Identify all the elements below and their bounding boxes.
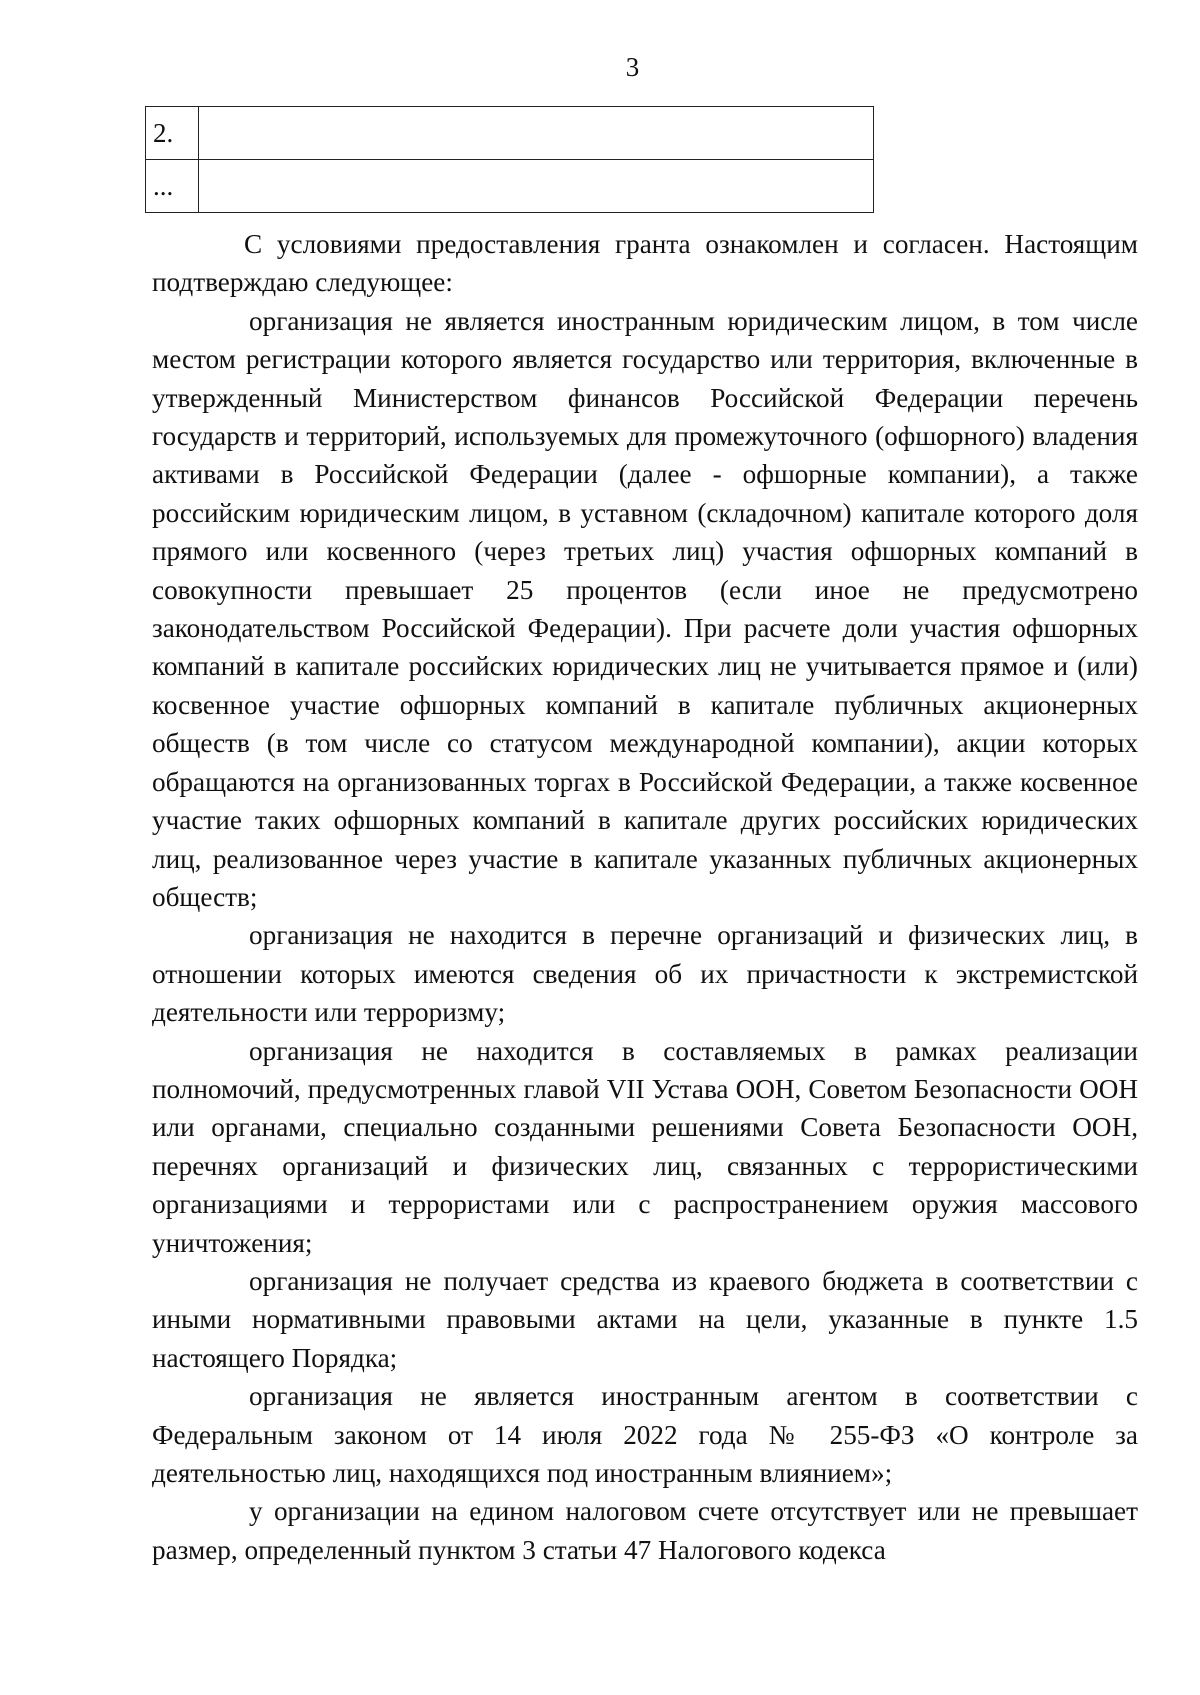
paragraph-budget: организация не получает средства из краевого бюджета в соответствии с иными нормативными правовыми актами на цели, указанные в пункте 1.5 настоящего Порядка;: [152, 1265, 1138, 1373]
paragraph-offshore: организация не является иностранным юридическим лицом, в том числе местом регистрации которого является государство или территория, включенные в утвержденный Министерством финансов Российской Федерации перечень государств и территорий, используемых для промежуточного (офшорного) владения активами в Российской Федерации (далее - офшорные компании), а также российским юридическим лицом, в уставном (складочном) капитале которого доля прямого или косвенного (через третьих лиц) участия офшорных компаний в совокупности превышает 25 процентов (если иное не предусмотрено законодательством Российской Федерации). При расчете доли участия офшорных компаний в капитале российских юридических лиц не учитывается прямое и (или) косвенное участие офшорных компаний в капитале публичных акционерных обществ (в том числе со статусом международной компании), акции которых обращаются на организованных торгах в Российской Федерации, а также косвенное участие таких офшорных компаний в капитале других российских юридических лиц, реализованное через участие в капитале указанных публичных акционерных обществ;: [152, 305, 1138, 912]
paragraph-tax-account: у организации на едином налоговом счете отсутствует или не превышает размер, определенный пунктом 3 статьи 47 Налогового кодекса: [152, 1496, 1138, 1565]
table-cell-content: [199, 107, 874, 160]
paragraph-extremism: организация не находится в перечне организаций и физических лиц, в отношении которых имеются сведения об их причастности к экстремистской деятельности или терроризму;: [152, 920, 1138, 1028]
page-number: 3: [625, 52, 640, 82]
paragraph-un-lists: организация не находится в составляемых в рамках реализации полномочий, предусмотренных главой VII Устава ООН, Советом Безопасности ООН или органами, специально созданными решениями Совета Безопасности ООН, перечнях организаций и физических лиц, связанных с террористическими организациями и террористами или с распространением оружия массового уничтожения;: [152, 1035, 1138, 1258]
table-cell-number: 2.: [146, 107, 199, 160]
document-body: [152, 225, 1138, 1569]
form-table: [145, 106, 874, 213]
table-cell-content: [199, 160, 874, 213]
paragraph-foreign-agent: организация не является иностранным агентом в соответствии с Федеральным законом от 14 июля 2022 года № 255-ФЗ «О контроле за деятельностью лиц, находящихся под иностранным влиянием»;: [152, 1381, 1138, 1488]
table-row: [146, 107, 874, 160]
paragraph-consent: С условиями предоставления гранта ознакомлен и согласен. Настоящим подтверждаю следующее:: [152, 229, 1138, 298]
table-cell-number: ...: [146, 160, 199, 213]
table-row: [146, 160, 874, 213]
